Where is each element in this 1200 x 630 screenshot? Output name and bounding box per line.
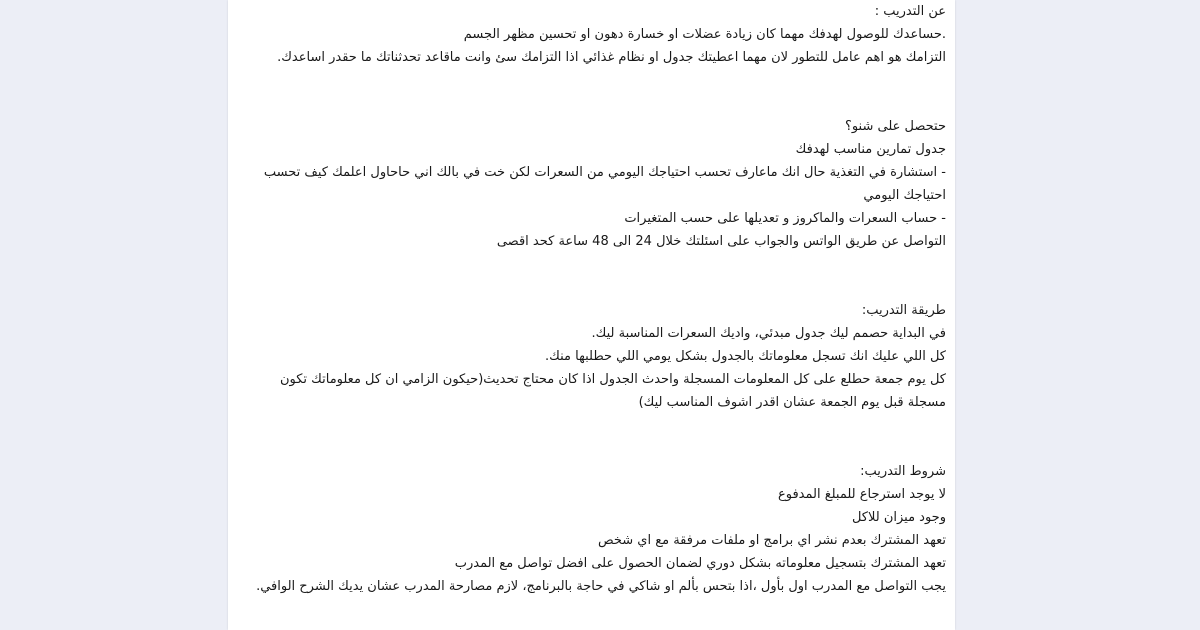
blank-line <box>246 276 946 299</box>
method-line: كل يوم جمعة حطلع على كل المعلومات المسجلة واحدث الجدول اذا كان محتاج تحديث(حيكون الزامي ان كل معلوماتك تكون مسجلة قبل يوم الجمعة عشان اقدر اشوف المناسب ليك) <box>279 372 946 410</box>
what-you-get-line: - استشارة في التغذية حال انك ماعارف تحسب احتياجك اليومي من السعرات لكن خت في بالك اني حاحاول اعلمك كيف تحسب احتياجك اليومي <box>263 165 946 203</box>
blank-line <box>246 414 946 437</box>
method-line: في البداية حصمم ليك جدول مبدئي، واديك السعرات المناسبة ليك. <box>591 326 946 341</box>
about-line: التزامك هو اهم عامل للتطور لان مهما اعطيتك جدول او نظام غذائي اذا التزامك سئ وانت ماقاعد تحدثناتك ما حقدر اساعدك. <box>277 50 946 65</box>
terms-line: يجب التواصل مع المدرب اول بأول ،اذا بتحس بألم او شاكي في حاجة بالبرنامج، لازم مصارحة المدرب عشان يديك الشرح الوافي. <box>256 579 946 594</box>
document-body <box>246 0 946 598</box>
method-heading: طريقة التدريب: <box>861 303 946 318</box>
terms-line: تعهد المشترك بتسجيل معلوماته بشكل دوري لضمان الحصول على افضل تواصل مع المدرب <box>454 556 946 571</box>
what-you-get-line: - حساب السعرات والماكروز و تعديلها على حسب المتغيرات <box>624 211 946 226</box>
blank-line <box>246 437 946 460</box>
terms-line: لا يوجد استرجاع للمبلغ المدفوع <box>777 487 946 502</box>
terms-line: وجود ميزان للاكل <box>851 510 946 525</box>
about-line: .حساعدك للوصول لهدفك مهما كان زيادة عضلات او خسارة دهون او تحسين مظهر الجسم <box>463 27 946 42</box>
blank-line <box>246 253 946 276</box>
blank-line <box>246 69 946 92</box>
document-page <box>228 0 955 630</box>
terms-line: تعهد المشترك بعدم نشر اي برامج او ملفات مرفقة مع اي شخص <box>597 533 946 548</box>
what-you-get-line: جدول تمارين مناسب لهدفك <box>795 142 946 157</box>
blank-line <box>246 92 946 115</box>
about-heading: عن التدريب : <box>874 4 946 19</box>
terms-heading: شروط التدريب: <box>860 464 946 479</box>
what-you-get-heading: حتحصل على شنو؟ <box>844 119 946 134</box>
method-line: كل اللي عليك انك تسجل معلوماتك بالجدول بشكل يومي اللي حطلبها منك. <box>545 349 946 364</box>
what-you-get-line: التواصل عن طريق الواتس والجواب على اسئلتك خلال 24 الى 48 ساعة كحد اقصى <box>496 234 946 249</box>
